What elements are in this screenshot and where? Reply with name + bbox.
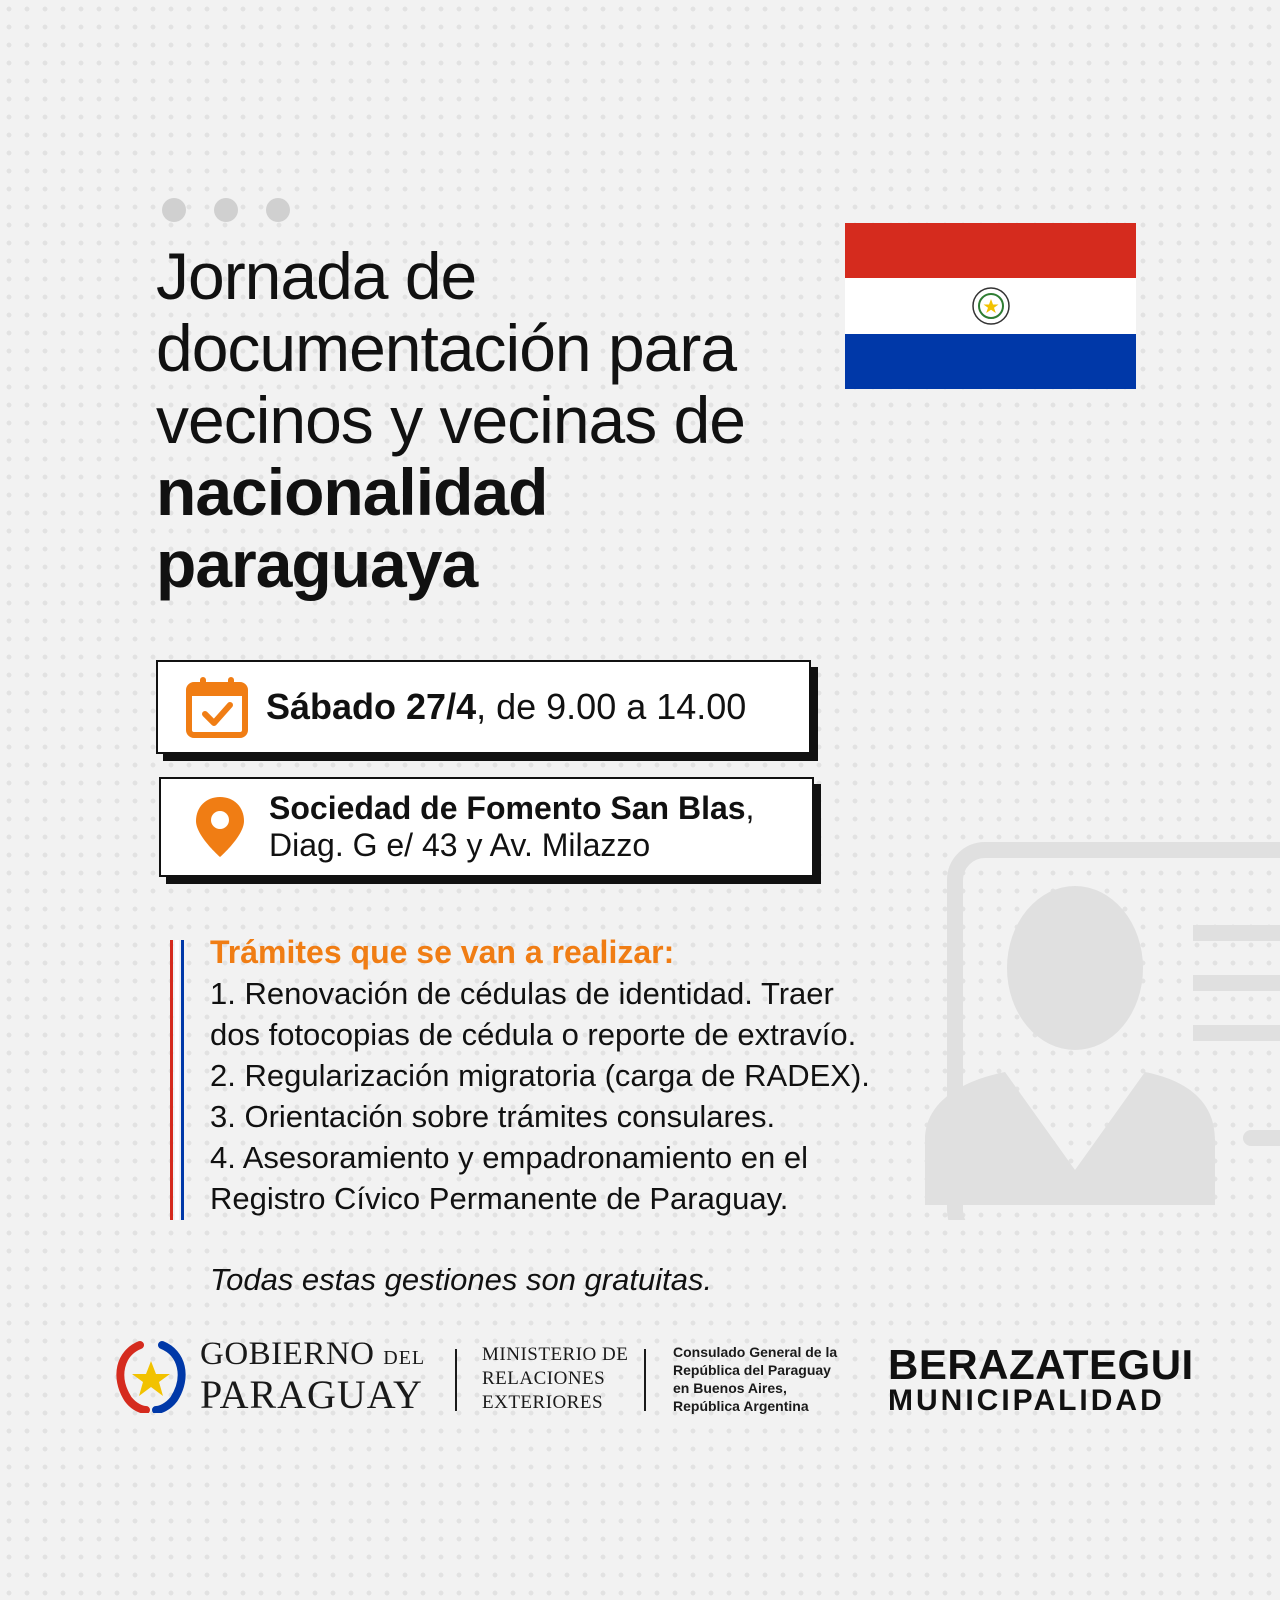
dot bbox=[162, 198, 186, 222]
title-line: Jornada de bbox=[156, 239, 477, 313]
consul-line: República del Paraguay bbox=[673, 1362, 831, 1378]
paraguay-emblem-icon bbox=[110, 1339, 192, 1413]
mre-line: MINISTERIO DE bbox=[482, 1344, 629, 1365]
list-item: 4. Asesoramiento y empadronamiento en el bbox=[210, 1140, 808, 1175]
flag-seal-icon bbox=[971, 286, 1011, 326]
free-note: Todas estas gestiones son gratuitas. bbox=[210, 1262, 713, 1297]
decorative-dots bbox=[162, 198, 290, 222]
map-pin-icon bbox=[187, 794, 253, 860]
consul-line: en Buenos Aires, bbox=[673, 1380, 787, 1396]
time-text: , de 9.00 a 14.00 bbox=[476, 686, 747, 727]
list-item: 1. Renovación de cédulas de identidad. Traer bbox=[210, 976, 834, 1011]
dot bbox=[214, 198, 238, 222]
list-item: dos fotocopias de cédula o reporte de extravío. bbox=[210, 1017, 857, 1052]
place-comma: , bbox=[745, 790, 755, 826]
date-box bbox=[156, 660, 811, 754]
mre-line: EXTERIORES bbox=[482, 1392, 604, 1413]
consul-line: República Argentina bbox=[673, 1398, 809, 1414]
bar-red bbox=[170, 940, 173, 1220]
flag-stripe-red bbox=[845, 223, 1136, 278]
bar-white bbox=[175, 940, 178, 1220]
paraguay-flag bbox=[845, 223, 1136, 389]
title-line: vecinos y vecinas de bbox=[156, 383, 745, 457]
place-name: Sociedad de Fomento San Blas bbox=[269, 790, 746, 826]
list-item: 3. Orientación sobre trámites consulares. bbox=[210, 1099, 776, 1134]
page-title bbox=[156, 240, 796, 600]
address: Diag. G e/ 43 y Av. Milazzo bbox=[269, 827, 651, 863]
procedures-list bbox=[210, 932, 970, 1219]
flag-stripe-blue bbox=[845, 334, 1136, 389]
gobierno-paraguay-logo bbox=[110, 1337, 425, 1415]
gobierno-text bbox=[200, 1337, 425, 1415]
dot bbox=[266, 198, 290, 222]
paraguay-word: PARAGUAY bbox=[200, 1372, 423, 1417]
date-text bbox=[266, 686, 746, 728]
consulado-logo bbox=[673, 1343, 837, 1415]
procedures-heading: Trámites que se van a realizar: bbox=[210, 934, 675, 970]
location-box bbox=[159, 777, 814, 877]
list-item: Registro Cívico Permanente de Paraguay. bbox=[210, 1181, 789, 1216]
municipalidad-word: MUNICIPALIDAD bbox=[888, 1384, 1165, 1417]
title-line: documentación para bbox=[156, 311, 737, 385]
divider bbox=[455, 1349, 457, 1411]
bar-blue bbox=[181, 940, 184, 1220]
gobierno-word: GOBIERNO bbox=[200, 1336, 375, 1372]
date-bold: Sábado 27/4 bbox=[266, 686, 477, 727]
location-text bbox=[269, 790, 754, 864]
footer-logos bbox=[110, 1336, 1194, 1427]
berazategui-logo bbox=[888, 1341, 1194, 1417]
del-word: DEL bbox=[383, 1347, 426, 1369]
divider bbox=[644, 1349, 646, 1411]
list-item: 2. Regularización migratoria (carga de RADEX). bbox=[210, 1058, 870, 1093]
flag-stripe-white bbox=[845, 278, 1136, 333]
mre-line: RELACIONES bbox=[482, 1368, 606, 1389]
ministerio-logo bbox=[482, 1343, 628, 1415]
berazategui-word: BERAZATEGUI bbox=[888, 1341, 1194, 1388]
flag-color-bars bbox=[170, 940, 184, 1220]
calendar-check-icon bbox=[184, 674, 250, 740]
title-line-bold: nacionalidad bbox=[156, 455, 548, 529]
id-card-watermark-icon bbox=[925, 840, 1280, 1220]
consul-line: Consulado General de la bbox=[673, 1344, 838, 1360]
title-line-bold: paraguaya bbox=[156, 527, 478, 601]
